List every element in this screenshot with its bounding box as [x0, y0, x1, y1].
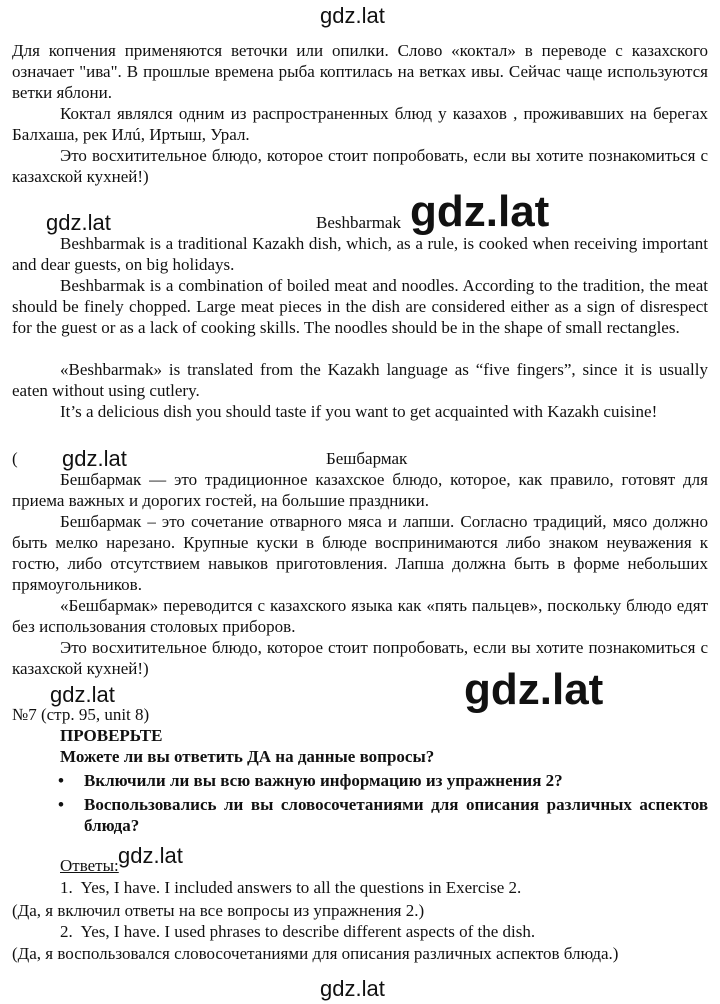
watermark-large-1: gdz.lat	[410, 187, 550, 236]
beshbarmak-en-paragraph-3: «Beshbarmak» is translated from the Kazakh language as “five fingers”, since it is usually eaten without using cutlery.	[12, 360, 708, 400]
bullet-icon: •	[58, 771, 64, 790]
check-title: ПРОВЕРЬТЕ	[60, 726, 163, 745]
watermark-small-1: gdz.lat	[46, 210, 111, 235]
answer-number: 2.	[60, 922, 73, 941]
bullet-item-2	[58, 794, 708, 836]
bullet-item-1	[58, 770, 708, 791]
watermark-small-3: gdz.lat	[50, 682, 115, 707]
answer-2-en	[60, 921, 535, 942]
beshbarmak-ru-title: Бешбармак	[326, 449, 408, 468]
bullet-text: Включили ли вы всю важную информацию из упражнения 2?	[84, 771, 563, 790]
koktal-paragraph-2: Коктал являлся одним из распространенных блюд у казахов , проживавших на берегах Балхаша, рек Илú, Иртыш, Урал.	[12, 104, 708, 144]
answer-1-en	[60, 877, 521, 898]
exercise-header: №7 (стр. 95, unit 8)	[12, 705, 150, 724]
open-paren: (	[12, 449, 18, 468]
koktal-paragraph-1: Для копчения применяются веточки или опилки. Слово «коктал» в переводе с казахского означает "ива". В прошлые времена рыба коптилась на ветках ивы. Сейчас чаще используются ветки яблони.	[12, 41, 708, 102]
answer-text: Yes, I have. I included answers to all the questions in Exercise 2.	[80, 878, 522, 897]
beshbarmak-en-paragraph-2: Beshbarmak is a combination of boiled meat and noodles. According to the tradition, the meat should be finely chopped. Large meat pieces in the dish are considered either as a sign of disrespect for the guest or as a lack of cooking skills. The noodles should be in the shape of small rectangles.	[12, 276, 708, 337]
watermark-top: gdz.lat	[320, 3, 385, 28]
beshbarmak-ru-paragraph-1: Бешбармак — это традиционное казахское блюдо, которое, как правило, готовят для приема важных и дорогих гостей, на большие праздники.	[12, 470, 708, 510]
watermark-small-2: gdz.lat	[62, 446, 127, 471]
answer-number: 1.	[60, 878, 73, 897]
beshbarmak-en-paragraph-4: It’s a delicious dish you should taste if you want to get acquainted with Kazakh cuisine!	[60, 402, 658, 421]
watermark-large-2: gdz.lat	[464, 665, 604, 714]
answer-text: Yes, I have. I used phrases to describe different aspects of the dish.	[80, 922, 536, 941]
answer-1-ru: (Да, я включил ответы на все вопросы из упражнения 2.)	[12, 901, 425, 920]
beshbarmak-en-title: Beshbarmak	[316, 213, 401, 232]
watermark-small-4: gdz.lat	[118, 843, 183, 868]
beshbarmak-en-paragraph-1: Beshbarmak is a traditional Kazakh dish, which, as a rule, is cooked when receiving important and dear guests, on big holidays.	[12, 234, 708, 274]
koktal-paragraph-3: Это восхитительное блюдо, которое стоит попробовать, если вы хотите познакомиться с казахской кухней!)	[12, 146, 708, 186]
answers-label: Ответы:	[60, 856, 119, 875]
answer-2-ru: (Да, я воспользовался словосочетаниями для описания различных аспектов блюда.)	[12, 944, 619, 963]
beshbarmak-ru-paragraph-2: Бешбармак – это сочетание отварного мяса и лапши. Согласно традиций, мясо должно быть мелко нарезано. Крупные куски в блюде воспринимаются либо знаком неуважения к гостю, либо отсутствием навыков приготовления. Лапша должна быть в форме небольших прямоугольников.	[12, 512, 708, 594]
bullet-text: Воспользовались ли вы словосочетаниями для описания различных аспектов блюда?	[84, 795, 708, 835]
watermark-bottom: gdz.lat	[320, 976, 385, 1001]
beshbarmak-ru-paragraph-3: «Бешбармак» переводится с казахского языка как «пять пальцев», поскольку блюдо едят без использования столовых приборов.	[12, 596, 708, 636]
beshbarmak-ru-paragraph-4: Это восхитительное блюдо, которое стоит попробовать, если вы хотите познакомиться с казахской кухней!)	[12, 638, 708, 678]
check-question: Можете ли вы ответить ДА на данные вопросы?	[60, 747, 435, 766]
bullet-icon: •	[58, 795, 64, 814]
